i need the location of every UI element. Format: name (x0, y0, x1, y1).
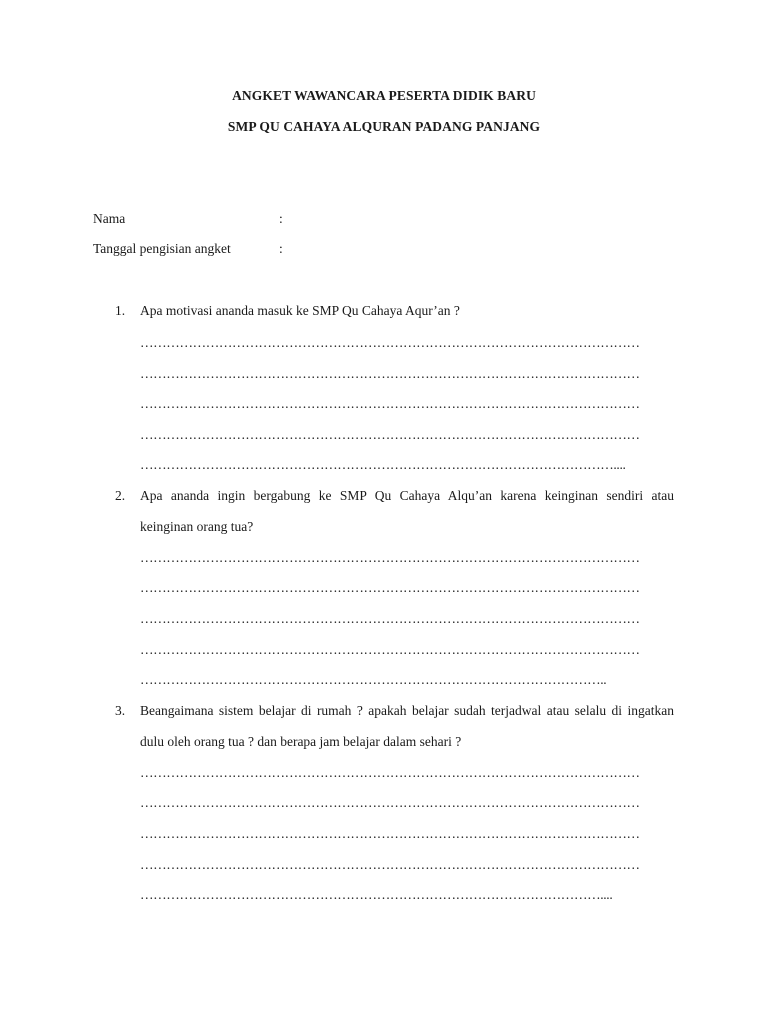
answer-line: …………………………………………………………………………………………………… (140, 642, 640, 657)
answer-line: …………………………………………………………………………………………………… (140, 857, 640, 872)
answer-line: …………………………………………………………………………………………………… (140, 396, 640, 411)
question-line: keinginan orang tua? (140, 518, 254, 534)
answer-line: …………………………………………………………………………………………………… (140, 550, 640, 565)
field-colon: : (279, 211, 283, 226)
answer-line: …………………………………………………………………………………………….. (140, 672, 607, 687)
field-colon: : (279, 241, 283, 256)
answer-line: …………………………………………………………………………………………….... (140, 887, 613, 902)
question-text (140, 303, 674, 334)
field-label: Tanggal pengisian angket (93, 241, 231, 256)
question-line: Apa ananda ingin bergabung ke SMP Qu Cahaya Alqu’an karena keinginan sendiri atau (140, 488, 674, 503)
answer-line: …………………………………………………………………………………………………… (140, 366, 640, 381)
question-number: 3. (115, 703, 126, 718)
question-line: Apa motivasi ananda masuk ke SMP Qu Cahaya Aqur’an ? (140, 303, 460, 318)
answer-line: …………………………………………………………………………………………………… (140, 765, 640, 780)
answer-line: …………………………………………………………………………………………………… (140, 611, 640, 626)
question-line: Beangaimana sistem belajar di rumah ? apakah belajar sudah terjadwal atau selalu di ingatkan (140, 703, 674, 718)
answer-line: …………………………………………………………………………………………………… (140, 826, 640, 841)
question-line: dulu oleh orang tua ? dan berapa jam belajar dalam sehari ? (140, 733, 462, 749)
answer-line: …………………………………………………………………………………………………… (140, 427, 640, 442)
field-label: Nama (93, 211, 126, 226)
document-title: ANGKET WAWANCARA PESERTA DIDIK BARU (232, 88, 536, 103)
question-text (140, 703, 674, 764)
question-number: 2. (115, 488, 126, 503)
field-tanggal-pengisian (93, 241, 283, 257)
question-text (140, 488, 674, 549)
answer-line: …………………………………………………………………………………………………… (140, 580, 640, 595)
question-number: 1. (115, 303, 126, 318)
field-nama (93, 211, 283, 227)
answer-line: …………………………………………………………………………………………………… (140, 335, 640, 350)
answer-line: ……………………………………………………………………………………………….... (140, 457, 626, 472)
school-name: SMP QU CAHAYA ALQURAN PADANG PANJANG (227, 119, 541, 134)
answer-line: …………………………………………………………………………………………………… (140, 795, 640, 810)
